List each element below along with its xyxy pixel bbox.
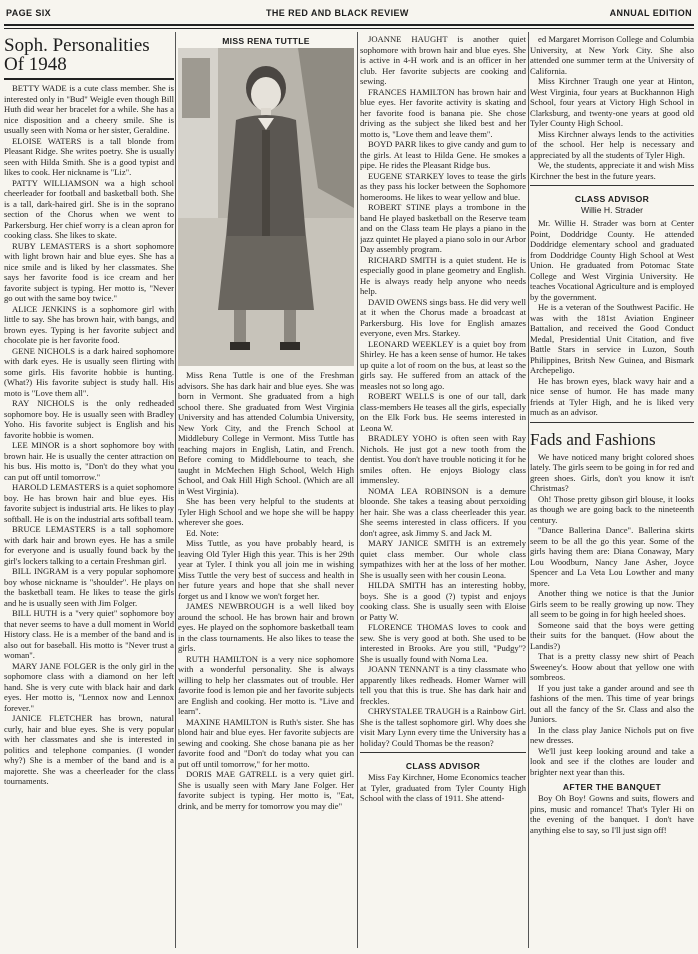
paragraph: He is a veteran of the Southwest Pacific. He was with the 181st Aviation Engineer Battalion, and received the Good Conduct Medal, Presidential Unit Citation, and five Battle Stars in service in Luzon, South Philippines, Britsh New Guinea, and Bismark Archepeligo. xyxy=(530,302,694,375)
paragraph: LEONARD WEEKLEY is a quiet boy from Shirley. He has a keen sense of humor. He takes up quite a lot of room on the bus, at least so the girls say. He suffered from an attack of the measles not so long ago. xyxy=(360,338,526,391)
headline-line-1: Soph. Personalities xyxy=(4,35,150,56)
fads-fashions-section xyxy=(530,422,694,836)
paragraph: HAROLD LEMASTERS is a quiet sophomore boy. He has brown hair and blue eyes. His favorite subject is industrial arts. He likes to play softball. He is on the industrial arts softball team. xyxy=(4,482,174,524)
column-personalities-continued xyxy=(360,34,526,950)
article-body xyxy=(530,218,694,418)
paragraph: Another thing we notice is that the Junior Girls seem to be really growing up now. They all seem to be going in for high heeled shoes. xyxy=(530,588,694,619)
paragraph: DORIS MAE GATRELL is a very quiet girl. She is usually seen with Mary Jane Folger. Her favorite subject is typing. Her motto is, "Eat, drink, and be merry for tomorrow you may die" xyxy=(178,769,354,811)
paragraph: NOMA LEA ROBINSON is a demure bloonde. She takes a teasing about perxoiding her hair. She was a class cheerleader this year. She seems interested in class officers. If you don't agree, ask Jimmy S. and Jack M. xyxy=(360,485,526,538)
paragraph: JAMES NEWBROUGH is a well liked boy around the school. He has brown hair and brown eyes. He played on the sophomore basketball team in the class tournaments. He also likes to tease the girls. xyxy=(178,601,354,653)
headline-rule xyxy=(4,78,174,80)
paragraph: We, the students, appreciate it and wish Miss Kirchner the best in the future years. xyxy=(530,160,694,181)
paragraph: MARY JANICE SMITH is an extremely quiet class member. Our whole class sympathizes with her at the loss of her mother. She is usually seen with her cousin Leona. xyxy=(360,538,526,580)
paragraph: RUBY LEMASTERS is a short sophomore with light brown hair and blue eyes. She has a nice smile and is liked by her classmates. She says her favorite food is ice cream and her favorite subject is typing. Her motto is, "Never go out with the same boy twice." xyxy=(4,240,174,303)
paragraph: In the class play Janice Nichols put on five new dresses. xyxy=(530,724,694,745)
column-divider xyxy=(528,32,529,948)
paragraph: Mr. Willie H. Strader was born at Center Point, Doddridge County. He attended Doddridge elementary school and graduated from Doddridge County High School at West Union. He graduated from Potomac State College and West Virginia University. He teaches Vocational Agriculture and is employed by the government. xyxy=(530,218,694,302)
paragraph: Miss Tuttle, as you have probably heard, is leaving Old Tyler High this year. This is her 29th year at Tyler. I think you all join me in wishing Miss Tuttle the very best of success and health in her future years and hope that she shall never forget us and I know we won't forget her. xyxy=(178,538,354,601)
article-body xyxy=(4,83,174,787)
paragraph: ed Margaret Morrison College and Columbia University, at New York City. She also attended one summer term at the University of California. xyxy=(530,34,694,76)
article-body xyxy=(530,34,694,181)
paragraph: BOYD PARR likes to give candy and gum to the girls. At least to Hilda Gene. He smokes a pipe. He rides the Pleasant Ridge bus. xyxy=(360,139,526,170)
masthead-rule-thin xyxy=(4,28,694,29)
photo-title: MISS RENA TUTTLE xyxy=(222,36,310,46)
paragraph: MAXINE HAMILTON is Ruth's sister. She has blond hair and blue eyes. Her favorite subjects are sewing and cooking. She chose banana pie as her favorite food and "Don't do today what you can put off until tomorrow," for her motto. xyxy=(178,716,354,769)
paragraph: RUTH HAMILTON is a very nice sophomore with a wonderful personality. She is always willing to help her classmates out of trouble. Her favorite food is lemon pie and her favorite subjects are English and cooking. Her motto is. "Live and learn". xyxy=(178,653,354,716)
paragraph: JANICE FLETCHER has brown, natural curly, hair and blue eyes. She is very popular with her classmates and she is interested in politics and telephone companies. (I wonder why?) She is a member of the band and is a majorette. She was a cheerleader for the class tournaments. xyxy=(4,713,174,786)
article-body xyxy=(530,452,694,778)
section-title: CLASS ADVISOR xyxy=(574,194,650,204)
section-headline: Fads and Fashions xyxy=(530,429,656,449)
column-divider xyxy=(175,32,176,948)
column-rena-tuttle xyxy=(178,34,354,950)
paragraph: JOANNE HAUGHT is another quiet sophomore with brown hair and blue eyes. She is active in 4-H work and is an officer in her club. Her favorite subjects are cooking and sewing. xyxy=(360,34,526,86)
section-title: AFTER THE BANQUET xyxy=(562,782,662,792)
paragraph: "Dance Ballerina Dance". Ballerina skirts seem to be all the go this year. Some of the girls having them are: Diana Conaway, Mary Lou Woodburn, Nancy Jane Asher, Joyce Spencer and La Veta Lou Lowther and many more. xyxy=(530,525,694,588)
paragraph: That is a pretty classy new shirt of Peach Sweeney's. Hoow about that yellow one with sombreos. xyxy=(530,651,694,682)
paragraph: MARY JANE FOLGER is the only girl in the sophomore class with a diamond on her left hand. She is very cute with black hair and dark eyes. Her motto is, "Lennox now and Lennox forever." xyxy=(4,660,174,713)
paragraph: BILL INGRAM is a very popular sophomore boy whose nickname is "shoulder". He plays on the basketball team. He likes to tease the girls and he is usually seen with Jim Folger. xyxy=(4,566,174,608)
paragraph: RAY NICHOLS is the only redheaded sophomore boy. He is usually seen with Bradley Yoho. His favorite subject is English and his favorite hobbie is women. xyxy=(4,398,174,440)
column-divider xyxy=(357,32,358,948)
paragraph: Someone said that the boys were getting their suits for the banquet. (How about the Landis?) xyxy=(530,619,694,651)
paragraph: ROBERT STINE plays a trombone in the band He played basketball on the Reserve team and on the Class team He plays a piano in the jazz quintet He played a piano solo in our Arbor Day assembly program. xyxy=(360,202,526,254)
paragraph: Oh! Those pretty gibson girl blouse, it looks as though we are going back to the nineteenth century. xyxy=(530,493,694,525)
portrait-illustration xyxy=(178,48,354,366)
paragraph: We have noticed many bright colored shoes lately. The girls seem to be going in for red and green shoes. Girls, don't you know it isn't Christmas? xyxy=(530,451,694,493)
paragraph: Ed. Note: xyxy=(186,527,219,538)
column-sophomore-personalities xyxy=(4,34,174,950)
article-body xyxy=(178,370,354,811)
article-headline xyxy=(4,36,174,74)
paragraph: RICHARD SMITH is a quiet student. He is especially good in plane geometry and English. He is always ready help anyone who needs help. xyxy=(360,254,526,296)
paper-title: THE RED AND BLACK REVIEW xyxy=(266,8,409,18)
paragraph: BETTY WADE is a cute class member. She is interested only in "Bud" Weigle even though Bill Huth did wear her bracelet for a while. She has a nice disposition and a cheery smile. She is usually seen with Noma or her sister, Geraldine. xyxy=(4,83,174,135)
headline-line-2: Of 1948 xyxy=(4,54,67,75)
paragraph: Miss Kirchner Traugh one year at Hinton, West Virginia, four years at Buckhannon High School, four years at Victory High School in Clarksburg, and twenty-one years at good old Tyler County High School. xyxy=(530,76,694,128)
section-title: CLASS ADVISOR xyxy=(405,761,481,771)
paragraph: Miss Rena Tuttle is one of the Freshman advisors. She has dark hair and blue eyes. She was born in Vermont. She graduated from a high school there. She graduated from West Virginia University and has attended Columbia University, New York City, and the French School at Middlebury College in Vermont. Miss Tuttle has teaching majors in English, Latin, and French. Before coming to Middlebourne to teach, she taught in McMechen High School, Welch High School, and Oak Hill High School. (Which are all in West Virginia). xyxy=(178,370,354,496)
paragraph: BRUCE LEMASTERS is a tall sophomore with dark hair and brown eyes. He has a smile for everyone and is usually found back by the girl's lockers talking to a certain Freshman girl. xyxy=(4,524,174,566)
paragraph: Miss Kirchner always lends to the activities of the school. Her help is necessary and appreciated by all the students of Tyler High. xyxy=(530,128,694,160)
paragraph: PATTY WILLIAMSON wa a high school cheerleader for football and basketball both. She is a tall, dark-haired girl. She is in the soprano section of the Chorus when we went to Parkersburg. Her chief worry is a clean apron for cooking class. She likes to skate. xyxy=(4,177,174,240)
edition-label: ANNUAL EDITION xyxy=(609,8,692,18)
paragraph: JOANN TENNANT is a tiny classmate who apparently likes redheads. Homer Warner will tell you that this is true. She has dark hair and freckles. xyxy=(360,664,526,706)
paragraph: We'll just keep looking around and take a look and see if the clothes are louder and brighter next year than this. xyxy=(530,745,694,777)
paragraph: If you just take a gander around and see th fashions of the men. This time of year brings out all the fancy of the Sr. Class and also the Juniors. xyxy=(530,682,694,724)
paragraph: ALICE JENKINS is a sophomore girl with little to say. She has brown hair, with bangs, and brown eyes. Typing is her favorite subject and chocolate pie is her favorite food. xyxy=(4,303,174,345)
masthead-rule xyxy=(4,24,694,26)
advisor-strader-section xyxy=(530,185,694,418)
paragraph: BRADLEY YOHO is often seen with Ray Nichols. He just got a new tooth from the dentist. You don't have trouble noticing it for he smiles often. He enjoys Biology class immensley. xyxy=(360,433,526,485)
masthead xyxy=(6,8,692,22)
paragraph: She has been very helpful to the students at Tyler High School and we hope she will be happy wherever she goes. xyxy=(178,496,354,527)
paragraph: EUGENE STARKEY loves to tease the girls as they pass his locker between the Sophomore homerooms. He likes to wear yellow and blue. xyxy=(360,170,526,202)
paragraph: DAVID OWENS sings bass. He did very well at it when the Chorus made a broadcast at Parkersburg. His love for English amazes everyone, even Mrs. Starkey. xyxy=(360,296,526,338)
page-number: PAGE SIX xyxy=(6,8,52,18)
portrait-photo xyxy=(178,48,354,366)
paragraph: ROBERT WELLS is one of our tall, dark class-members He teases all the girls, especially on the Elk Fork bus. He seems interested in Leona W. xyxy=(360,391,526,433)
paragraph: CHRYSTALEE TRAUGH is a Rainbow Girl. She is the tallest sophomore girl. Why does she visit Mary Lynn every time the University has a holiday? Could Thomas be the reason? xyxy=(360,706,526,748)
paragraph: ELOISE WATERS is a tall blonde from Pleasant Ridge. She writes poetry. She is usually seen with Hilda Smith. She is a good typist and likes to cook. Her nickname is "Liz". xyxy=(4,135,174,177)
advisor-name: Willie H. Strader xyxy=(580,205,644,215)
article-body xyxy=(360,34,526,748)
paragraph: BILL HUTH is a "very quiet" sophomore boy that never seems to have a dull moment in World History class. He is a member of the band and is also out for baseball. His motto is "Never trust a woman". xyxy=(4,608,174,660)
paragraph: HILDA SMITH has an interesting hobby, boys. She is a good (?) typist and enjoys cooking class. She is usually seen with Eloise or Patty W. xyxy=(360,580,526,622)
paragraph: Miss Fay Kirchner, Home Economics teacher at Tyler, graduated from Tyler County High School with the class of 1911. She attend- xyxy=(360,772,526,803)
paragraph: LEE MINOR is a short sophomore boy with brown hair. He is usually the center attraction on his bus. His motto is, "Don't do they what you can put off until tomorrow." xyxy=(4,440,174,482)
column-advisors-fashions xyxy=(530,34,694,950)
paragraph: Boy Oh Boy! Gowns and suits, flowers and pins, music and romance! That's Tyler Hi on the evening of the banquet. I don't have anything else to say, so I'll just sign off! xyxy=(530,793,694,835)
paragraph: FRANCES HAMILTON has brown hair and blue eyes. Her favorite activity is skating and her favorite food is banana pie. She chose driving as the subject she liked best and her motto is, "Love them and leave them". xyxy=(360,86,526,139)
class-advisor-section xyxy=(360,752,526,804)
paragraph: GENE NICHOLS is a dark haired sophomore with dark eyes. He is usually seen flirting with some girls. His favorite hobbie is hunting. (What?) His favorite subject is study hall. His moto is "Love them all". xyxy=(4,345,174,398)
paragraph: He has brown eyes, black wavy hair and a nice sense of humor. He has made many friends at Tyler High, and he is liked very much as an advisor. xyxy=(530,375,694,417)
paragraph: FLORENCE THOMAS loves to cook and sew. She is very good at both. She used to be interested in Brooks. Are you still, "Pudgy"? She is usually found with Noma Lea. xyxy=(360,622,526,664)
